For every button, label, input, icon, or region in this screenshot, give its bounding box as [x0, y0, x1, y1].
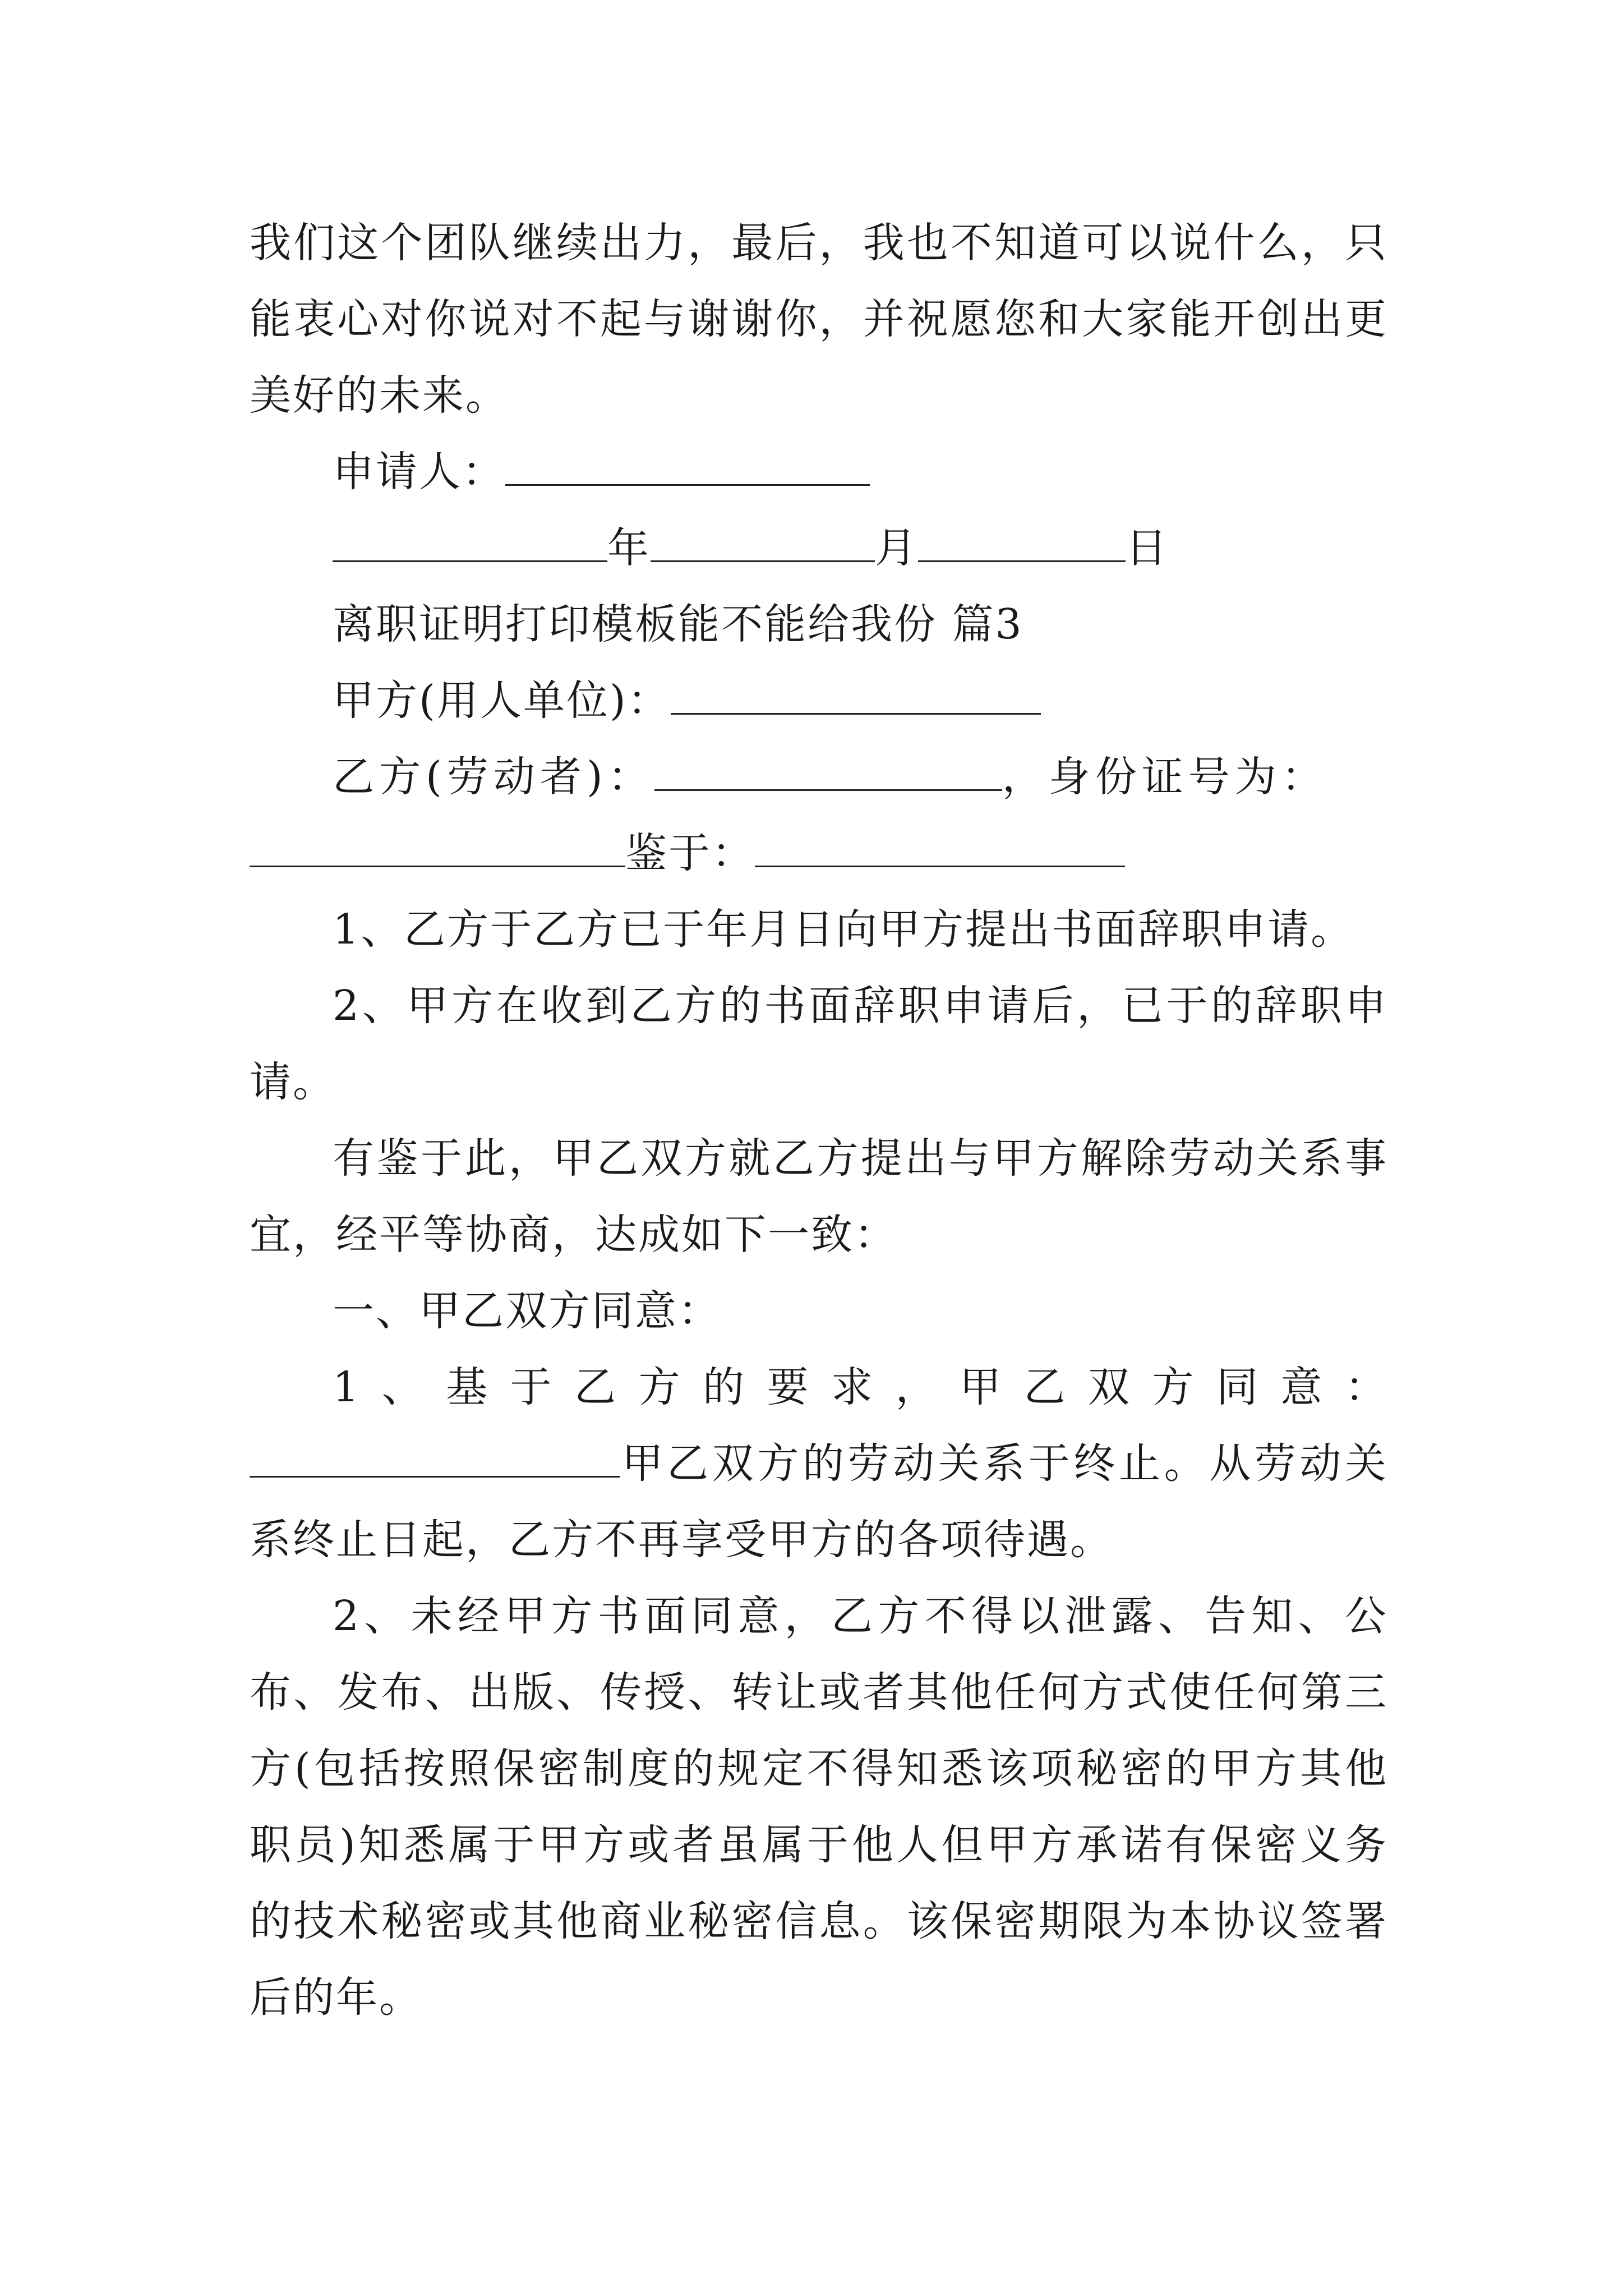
- clause-1-prefix: 1、基于乙方的要求，甲乙双方同意：: [333, 1363, 1388, 1411]
- party-b-label: 乙方(劳动者)：: [333, 753, 654, 801]
- month-blank[interactable]: [651, 526, 875, 562]
- document-body: [250, 205, 1388, 2036]
- party-b-blank[interactable]: [654, 754, 1002, 791]
- day-label: 日: [1126, 524, 1169, 572]
- party-a-blank[interactable]: [671, 678, 1041, 715]
- party-a-line: [250, 662, 1388, 739]
- clause-1: [250, 1349, 1388, 1578]
- clause-1-rest: 甲乙双方的劳动关系于终止。从劳动关系终止日起，乙方不再享受甲方的各项待遇。: [250, 1439, 1388, 1564]
- year-blank[interactable]: [333, 526, 607, 562]
- whereas-label: 鉴于：: [625, 829, 755, 877]
- id-number-label: ，身份证号为：: [1002, 753, 1328, 801]
- intro-paragraph: 我们这个团队继续出力，最后，我也不知道可以说什么，只能衷心对你说对不起与谢谢你，并祝愿您和大家能开创出更美好的未来。: [250, 219, 1388, 420]
- item-1: 1、乙方于乙方已于年月日向甲方提出书面辞职申请。: [333, 905, 1354, 954]
- clause-heading: 一、甲乙双方同意：: [333, 1287, 721, 1335]
- clause-1-blank[interactable]: [250, 1441, 620, 1478]
- clause-2: 2、未经甲方书面同意，乙方不得以泄露、告知、公布、发布、出版、传授、转让或者其他任何方式使任何第三方(包括按照保密制度的规定不得知悉该项秘密的甲方其他职员)知悉属于甲方或者虽属于他人但甲方承诺有保密义务的技术秘密或其他商业秘密信息。该保密期限为本协议签署后的年。: [250, 1592, 1388, 2022]
- applicant-label: 申请人：: [333, 448, 505, 496]
- item-2: 2、甲方在收到乙方的书面辞职申请后，已于的辞职申请。: [250, 982, 1388, 1106]
- date-line: [250, 510, 1388, 586]
- section-title: 离职证明打印模板能不能给我份 篇3: [333, 600, 1023, 648]
- party-b-line: [250, 739, 1388, 815]
- party-a-label: 甲方(用人单位)：: [333, 677, 671, 725]
- whereas-blank[interactable]: [755, 831, 1125, 867]
- day-blank[interactable]: [918, 526, 1126, 562]
- consensus-paragraph: 有鉴于此，甲乙双方就乙方提出与甲方解除劳动关系事宜，经平等协商，达成如下一致：: [250, 1134, 1388, 1259]
- month-label: 月: [875, 524, 918, 572]
- whereas-line: [250, 815, 1388, 891]
- id-number-blank[interactable]: [250, 831, 625, 867]
- applicant-blank[interactable]: [505, 449, 870, 486]
- applicant-line: [250, 434, 1388, 510]
- year-label: 年: [607, 524, 651, 572]
